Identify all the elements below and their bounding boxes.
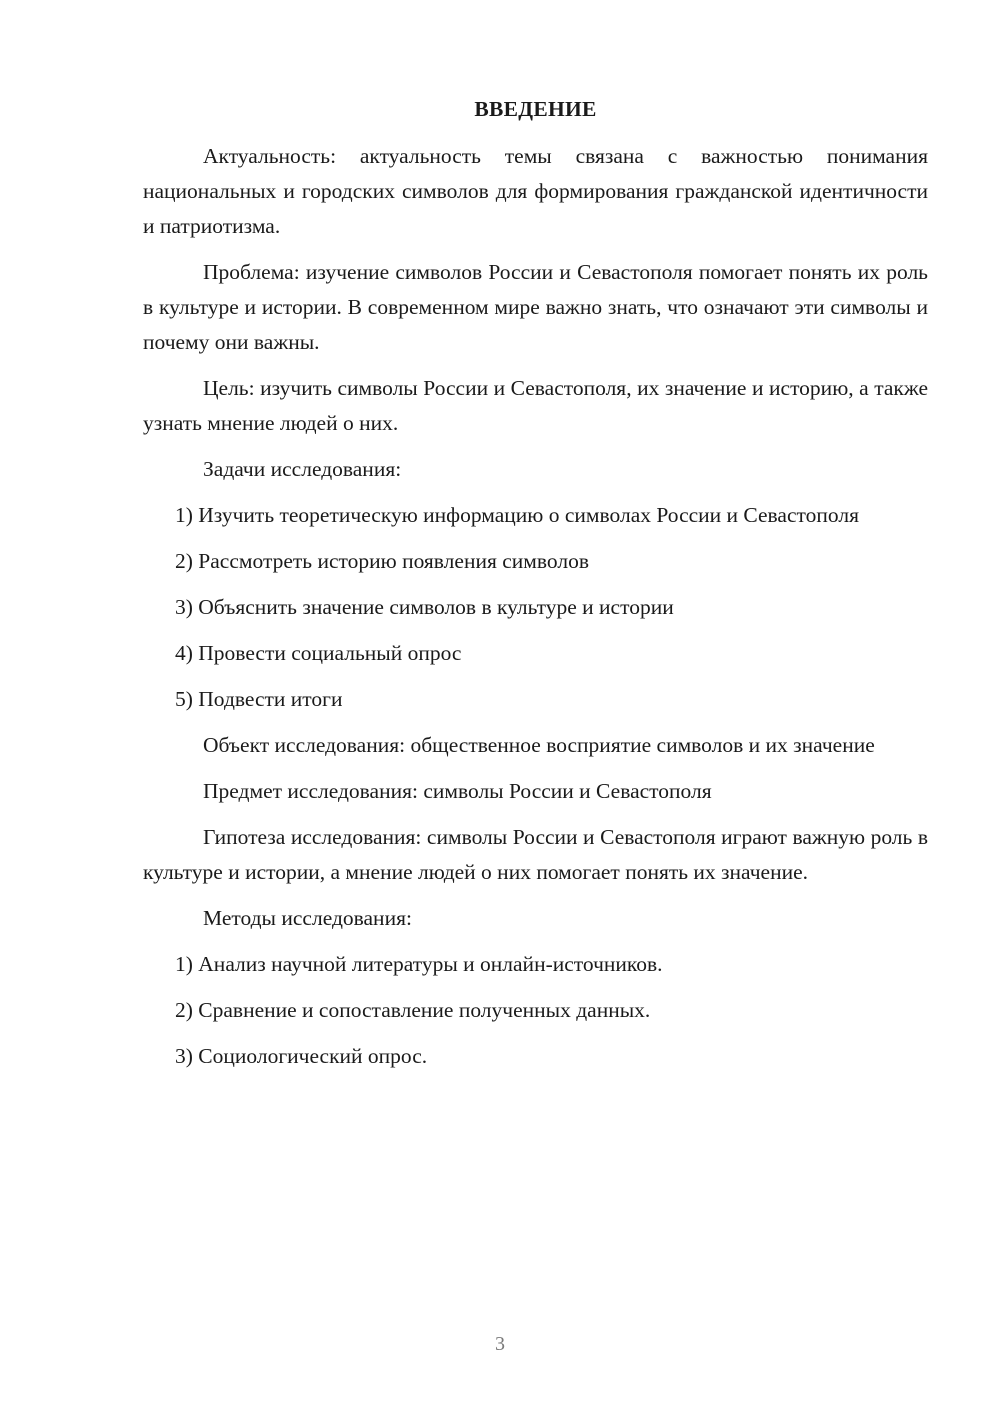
list-item-method-2: 2) Сравнение и сопоставление полученных данных. [175,998,651,1022]
list-item-task-4: 4) Провести социальный опрос [175,641,462,665]
list-item-method-3: 3) Социологический опрос. [175,1044,428,1068]
paragraph-subject: Предмет исследования: символы России и Севастополя [203,779,712,803]
section-title: ВВЕДЕНИЕ [474,97,597,121]
list-item-task-3: 3) Объяснить значение символов в культуре и истории [175,595,674,619]
paragraph-tasks-heading: Задачи исследования: [203,457,402,481]
paragraph-object: Объект исследования: общественное восприятие символов и их значение [203,733,875,757]
paragraph-goal: Цель: изучить символы России и Севастополя, их значение и историю, а также узнать мнение людей о них. [143,376,928,435]
paragraph-methods-heading: Методы исследования: [203,906,412,930]
paragraph-relevance: Актуальность: актуальность темы связана с важностью понимания национальных и городских символов для формирования гражданской идентичности и патриотизма. [143,144,928,238]
list-item-task-5: 5) Подвести итоги [175,687,343,711]
paragraph-problem: Проблема: изучение символов России и Севастополя помогает понять их роль в культуре и истории. В современном мире важно знать, что означают эти символы и почему они важны. [143,260,928,354]
list-item-task-2: 2) Рассмотреть историю появления символов [175,549,589,573]
page-number: 3 [495,1333,505,1355]
list-item-method-1: 1) Анализ научной литературы и онлайн-источников. [175,952,663,976]
document-page [143,92,928,1085]
paragraph-hypothesis: Гипотеза исследования: символы России и Севастополя играют важную роль в культуре и истории, а мнение людей о них помогает понять их значение. [143,825,928,884]
list-item-task-1: 1) Изучить теоретическую информацию о символах России и Севастополя [175,503,859,527]
